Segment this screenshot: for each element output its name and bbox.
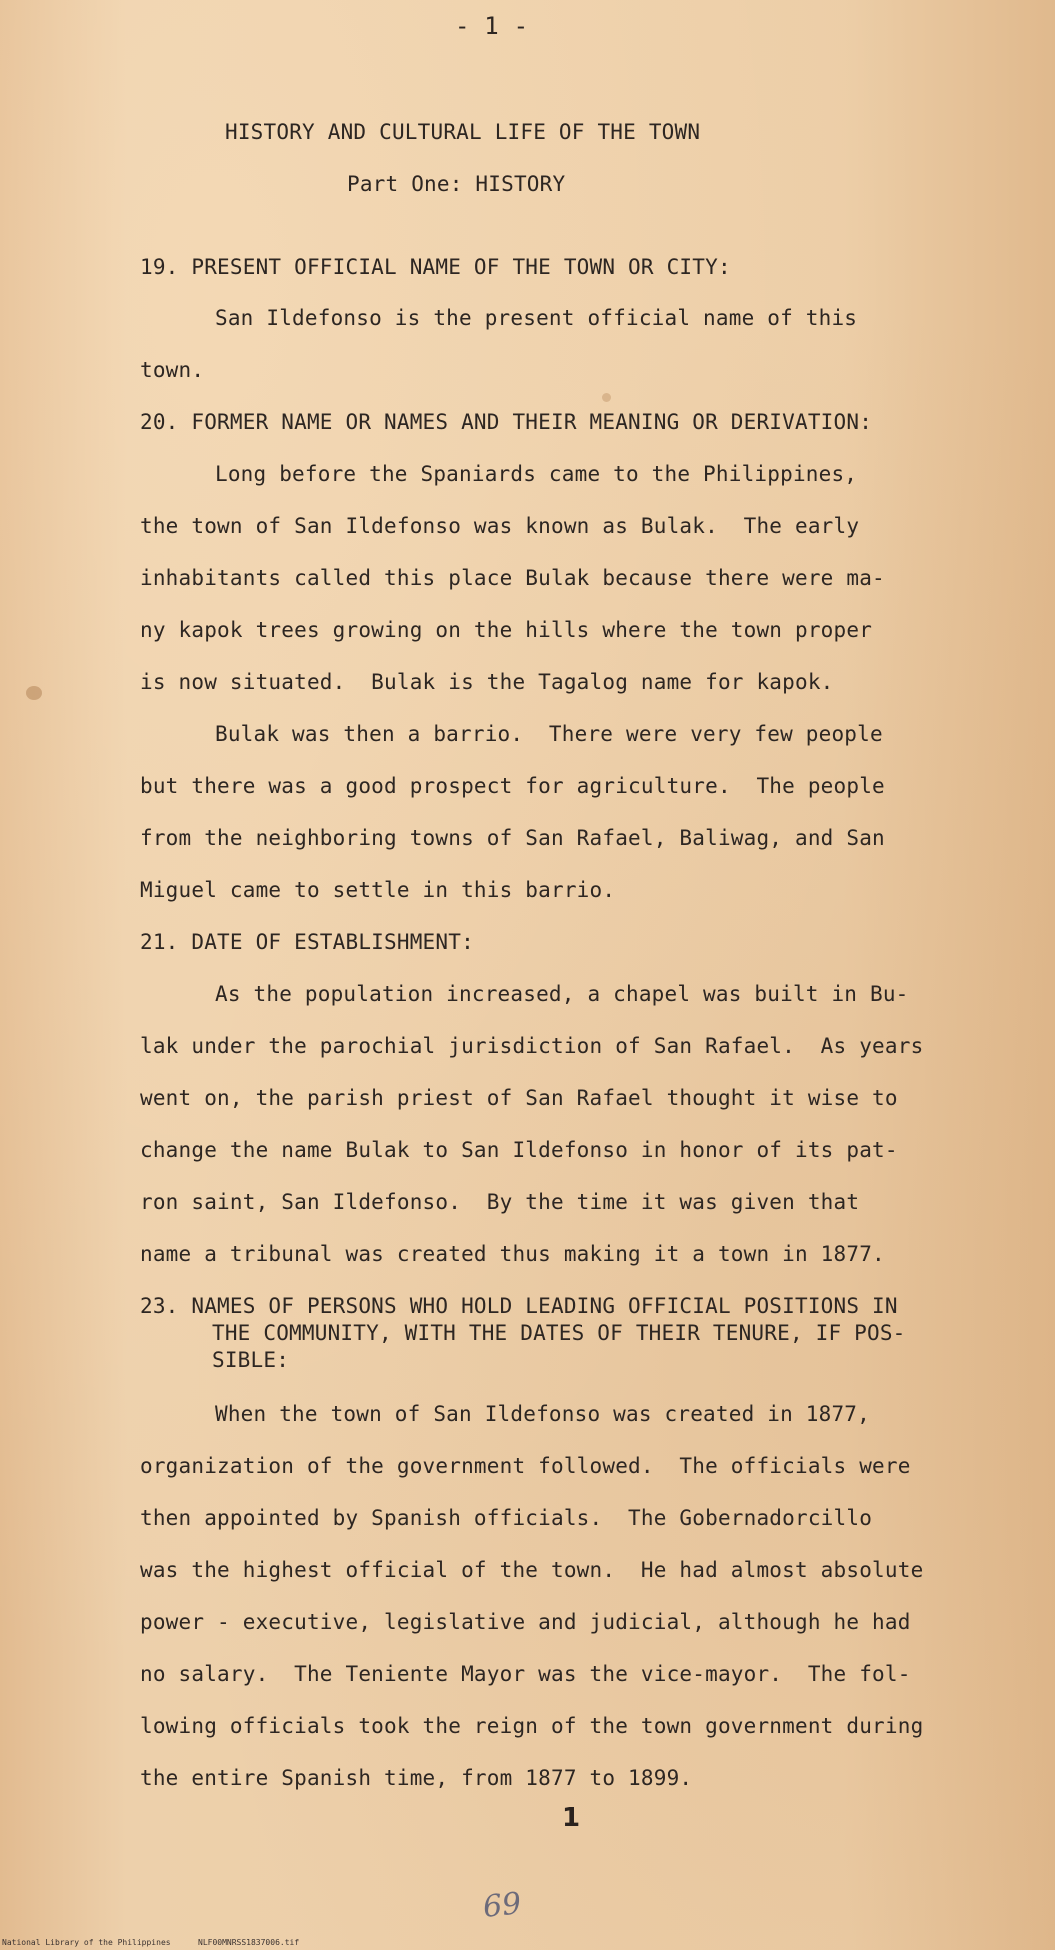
section-20-heading: 20. FORMER NAME OR NAMES AND THEIR MEANING OR DERIVATION: [140, 410, 873, 434]
section-21-line: name a tribunal was created thus making it a town in 1877. [140, 1242, 885, 1266]
paper-stain [602, 393, 611, 402]
document-title: HISTORY AND CULTURAL LIFE OF THE TOWN [225, 120, 701, 144]
top-page-number: - 1 - [455, 12, 529, 40]
file-label: NLF00MNRSS1837006.tif [198, 1938, 300, 1947]
section-23-line: no salary. The Teniente Mayor was the vice-mayor. The fol- [140, 1662, 911, 1686]
section-21-line: As the population increased, a chapel was built in Bu- [215, 982, 909, 1006]
section-20-line: Miguel came to settle in this barrio. [140, 878, 616, 902]
section-20-line: inhabitants called this place Bulak because there were ma- [140, 566, 885, 590]
section-23-line: When the town of San Ildefonso was created in 1877, [215, 1402, 870, 1426]
paper-stain [26, 686, 42, 700]
section-20-line: but there was a good prospect for agriculture. The people [140, 774, 885, 798]
section-19-line: San Ildefonso is the present official name of this [215, 306, 858, 330]
section-21-line: change the name Bulak to San Ildefonso in honor of its pat- [140, 1138, 898, 1162]
section-23-line: then appointed by Spanish officials. The Gobernadorcillo [140, 1506, 873, 1530]
section-20-line: Long before the Spaniards came to the Philippines, [215, 462, 858, 486]
section-21-line: ron saint, San Ildefonso. By the time it was given that [140, 1190, 860, 1214]
section-20-line: the town of San Ildefonso was known as Bulak. The early [140, 514, 860, 538]
section-21-heading: 21. DATE OF ESTABLISHMENT: [140, 930, 474, 954]
library-label: National Library of the Philippines [2, 1938, 171, 1947]
section-23-heading: THE COMMUNITY, WITH THE DATES OF THEIR TENURE, IF POS- [212, 1321, 906, 1345]
handwritten-page-number: 69 [481, 1886, 523, 1925]
section-21-line: went on, the parish priest of San Rafael thought it wise to [140, 1086, 898, 1110]
section-20-line: from the neighboring towns of San Rafael, Baliwag, and San [140, 826, 885, 850]
document-subtitle: Part One: HISTORY [347, 172, 566, 196]
section-23-line: the entire Spanish time, from 1877 to 1899. [140, 1766, 693, 1790]
section-19-heading: 19. PRESENT OFFICIAL NAME OF THE TOWN OR CITY: [140, 255, 731, 279]
section-20-line: is now situated. Bulak is the Tagalog name for kapok. [140, 670, 834, 694]
section-23-line: organization of the government followed. The officials were [140, 1454, 911, 1478]
section-19-line: town. [140, 358, 205, 382]
footer-page-number: 1 [562, 1803, 581, 1833]
section-23-line: lowing officials took the reign of the town government during [140, 1714, 924, 1738]
section-23-heading: SIBLE: [212, 1348, 290, 1372]
section-20-line: ny kapok trees growing on the hills where the town proper [140, 618, 873, 642]
section-23-line: was the highest official of the town. He had almost absolute [140, 1558, 924, 1582]
section-20-line: Bulak was then a barrio. There were very few people [215, 722, 883, 746]
section-21-line: lak under the parochial jurisdiction of San Rafael. As years [140, 1034, 924, 1058]
section-23-heading: 23. NAMES OF PERSONS WHO HOLD LEADING OFFICIAL POSITIONS IN [140, 1294, 898, 1318]
section-23-line: power - executive, legislative and judicial, although he had [140, 1610, 911, 1634]
archive-footer [0, 1934, 1055, 1950]
